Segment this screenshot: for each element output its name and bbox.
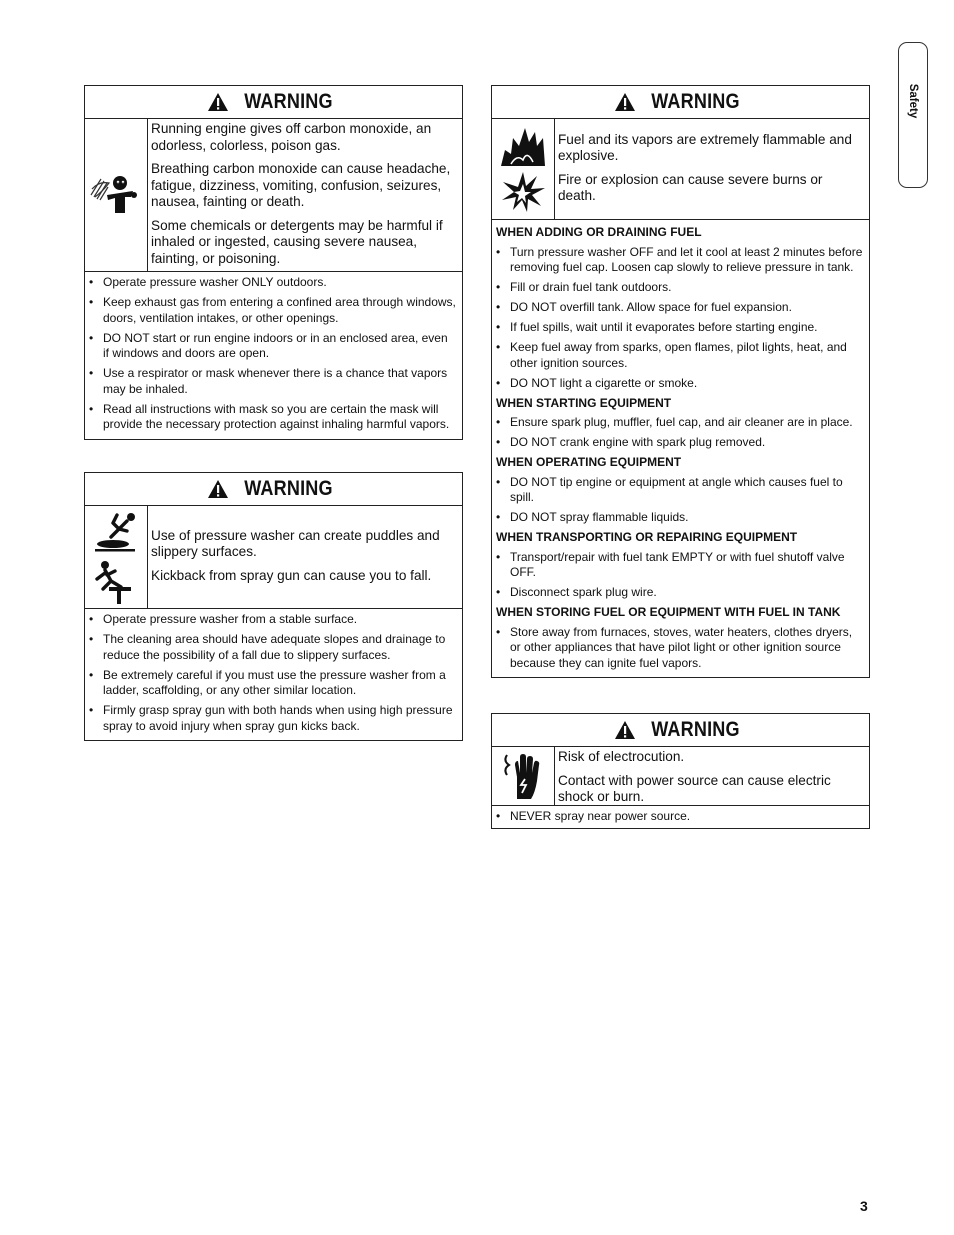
hazard-row: [85, 119, 462, 272]
list-item: • Turn pressure washer OFF and let it cool at least 2 minutes before removing fuel cap. Loosen cap slowly to relieve pressure in tank.: [496, 244, 863, 274]
warning-triangle-icon: [207, 479, 229, 499]
hazard-statement: Contact with power source can cause electric shock or burn.: [558, 772, 831, 804]
warning-box-carbon-monoxide: [84, 85, 463, 440]
warning-triangle-icon: [614, 92, 636, 112]
list-item: • NEVER spray near power source.: [496, 809, 691, 823]
warning-box-fuel-fire: [491, 85, 870, 678]
section-heading: WHEN STORING FUEL OR EQUIPMENT WITH FUEL IN TANK: [496, 605, 841, 619]
precaution-list: [85, 609, 462, 740]
hazard-statement: Breathing carbon monoxide can cause headache, fatigue, dizziness, vomiting, confusion, seizures, nausea, fainting or death.: [151, 161, 451, 209]
precaution-list: [85, 272, 462, 439]
hazard-text: [148, 119, 462, 271]
hazard-row: [85, 506, 462, 609]
warning-box-slip-hazard: [84, 472, 463, 741]
list-item: • Keep fuel away from sparks, open flames, pilot lights, heat, and other ignition sources.: [496, 340, 847, 370]
list-item: • Firmly grasp spray gun with both hands when using high pressure spray to avoid injury when spray gun kicks back.: [89, 703, 453, 733]
hazard-statement: Kickback from spray gun can cause you to fall.: [151, 567, 432, 583]
hazard-statement: Fuel and its vapors are extremely flammable and explosive.: [558, 131, 852, 163]
list-item: • DO NOT start or run engine indoors or in an enclosed area, even if windows and doors are open.: [89, 330, 448, 360]
list-item: • DO NOT spray flammable liquids.: [496, 510, 689, 524]
section-tab-label: Safety: [907, 83, 919, 119]
hazard-statement: Use of pressure washer can create puddles and slippery surfaces.: [151, 527, 440, 560]
electric-shock-hand-icon: [501, 751, 545, 801]
list-item: • DO NOT light a cigarette or smoke.: [496, 375, 698, 390]
list-item: • DO NOT crank engine with spark plug removed.: [496, 435, 766, 449]
list-item: • The cleaning area should have adequate slopes and drainage to reduce the possibility of a fall due to slippery surfaces.: [89, 632, 446, 662]
explosion-icon: [499, 170, 547, 214]
list-item: • Use a respirator or mask whenever there is a chance that vapors may be inhaled.: [89, 366, 448, 396]
section-tab-safety[interactable]: [898, 42, 928, 188]
page-number: 3: [860, 1198, 868, 1214]
warning-box-electrocution: [491, 713, 870, 829]
hazard-pictogram: [85, 119, 148, 271]
list-item: • DO NOT tip engine or equipment at angle which causes fuel to spill.: [496, 474, 843, 504]
list-item: • Transport/repair with fuel tank EMPTY or with fuel shutoff valve OFF.: [496, 549, 845, 579]
hazard-row: [492, 119, 869, 220]
list-item: • Keep exhaust gas from entering a confined area through windows, doors, ventilation intakes, or other openings.: [89, 295, 456, 325]
hazard-pictogram: [492, 119, 555, 219]
hazard-statement: Risk of electrocution.: [558, 749, 685, 764]
section-heading: WHEN STARTING EQUIPMENT: [496, 395, 672, 410]
hazard-text: [555, 119, 869, 219]
warning-header: [492, 86, 869, 119]
precaution-list: [492, 220, 869, 677]
hazard-pictogram: [85, 506, 148, 608]
warning-header: [85, 86, 462, 119]
precaution-list: [492, 806, 869, 828]
list-item: • DO NOT overfill tank. Allow space for fuel expansion.: [496, 300, 792, 314]
hazard-pictogram: [492, 747, 555, 805]
list-item: • Operate pressure washer ONLY outdoors.: [89, 275, 327, 289]
list-item: • Store away from furnaces, stoves, water heaters, clothes dryers, or other appliances that have pilot light or other ignition source because they can ignite fuel vapors.: [496, 624, 853, 670]
fire-flame-icon: [497, 124, 549, 168]
list-item: • If fuel spills, wait until it evaporates before starting engine.: [496, 320, 818, 334]
warning-title: WARNING: [244, 90, 333, 113]
warning-header: [85, 473, 462, 506]
warning-header: [492, 714, 869, 747]
list-item: • Read all instructions with mask so you are certain the mask will provide the necessary protection against inhaling harmful vapors.: [89, 401, 450, 431]
hazard-statement: Fire or explosion can cause severe burns or death.: [558, 171, 823, 203]
hazard-text: [148, 506, 462, 608]
section-heading: WHEN ADDING OR DRAINING FUEL: [496, 225, 702, 239]
slip-fall-icon: [91, 509, 141, 553]
hazard-text: [555, 747, 869, 805]
warning-title: WARNING: [651, 90, 740, 113]
hazard-statement: Running engine gives off carbon monoxide, an odorless, colorless, poison gas.: [151, 121, 432, 153]
list-item: • Fill or drain fuel tank outdoors.: [496, 280, 672, 294]
hazard-statement: Some chemicals or detergents may be harmful if inhaled or ingested, causing severe nausea, fainting, or poisoning.: [151, 217, 443, 266]
list-item: • Ensure spark plug, muffler, fuel cap, and air cleaner are in place.: [496, 415, 853, 429]
warning-triangle-icon: [207, 92, 229, 112]
list-item: • Disconnect spark plug wire.: [496, 585, 657, 599]
warning-triangle-icon: [614, 720, 636, 740]
toxic-fumes-icon: [89, 169, 143, 221]
warning-title: WARNING: [651, 718, 740, 741]
section-heading: WHEN TRANSPORTING OR REPAIRING EQUIPMENT: [496, 530, 798, 544]
kickback-fall-icon: [91, 559, 141, 605]
warning-title: WARNING: [244, 477, 333, 500]
hazard-row: [492, 747, 869, 806]
section-heading: WHEN OPERATING EQUIPMENT: [496, 455, 682, 469]
list-item: • Operate pressure washer from a stable surface.: [89, 612, 358, 626]
list-item: • Be extremely careful if you must use the pressure washer from a ladder, scaffolding, or any other similar location.: [89, 667, 446, 697]
